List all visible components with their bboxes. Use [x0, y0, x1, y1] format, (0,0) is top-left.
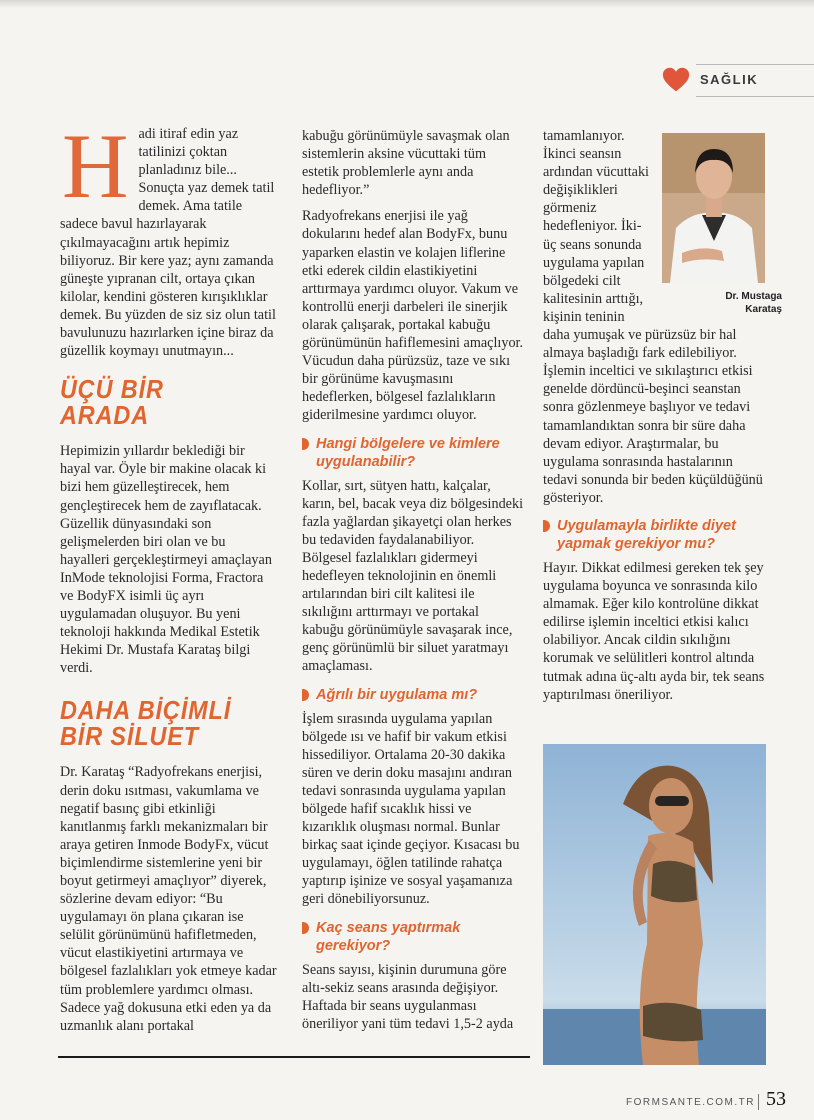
- question-text: Hangi bölgelere ve kimlere uygulanabilir?: [316, 435, 500, 470]
- bullet-marker-icon: [302, 922, 309, 934]
- bullet-marker-icon: [543, 520, 550, 532]
- question-text: Kaç seans yaptırmak gerekiyor?: [316, 919, 461, 954]
- bottom-rule: [58, 1056, 530, 1058]
- paragraph: Hepimizin yıllardır beklediği bir hayal var. Öyle bir makine olacak ki bizi hem güzelleştirecek, hem gençleştirecek hem de zayıflatacak. Güzellik dünyasındaki son gelişmelerden biri olan ve bu hayalleri gerçekleştirmeyi amaçlayan InMode teknolojisi Forma, Fractora ve BodyFX isimli üç ayrı uygulamadan oluşuyor. Bu yeni teknoloji hakkında Medikal Estetik Hekimi Dr. Mustafa Karataş bilgi verdi.: [60, 443, 272, 677]
- section-title-uc-bir-arada: ÜÇÜ BİR ARADA: [60, 374, 164, 431]
- paragraph: Seans sayısı, kişinin durumuna göre altı-sekiz seans arasında değişiyor. Haftada bir seans uygulanması öneriliyor yani tüm tedavi 1,5-2 ayda: [302, 961, 514, 1032]
- header-rule-top: [696, 64, 814, 65]
- bullet-marker-icon: [302, 438, 309, 450]
- paragraph: Hayır. Dikkat edilmesi gereken tek şey uygulama boyunca ve sonrasında kilo almamak. Eğer kilo kontrolüne dikkat edilirse işlemin inceltici etkisi kalıcı olabiliyor. Ancak cildin sıkılığını korumak ve selülitleri kontrol altında tutmak adına üç-altı ayda bir, tek seans yaptırılması öneriliyor.: [543, 559, 765, 703]
- header-rule-bottom: [696, 96, 814, 97]
- section-title-daha-bicimli: DAHA BİÇİMLİ BİR SİLUET: [60, 695, 232, 752]
- page-top-shadow: [0, 0, 814, 8]
- heart-icon: [662, 66, 690, 94]
- caption-line: Karataş: [745, 304, 782, 315]
- page-number: 53: [766, 1088, 786, 1110]
- question-heading: [302, 435, 524, 471]
- drop-cap: H: [62, 115, 129, 217]
- beach-photo: [543, 744, 766, 1065]
- question-heading: [302, 919, 524, 955]
- section-label: SAĞLIK: [700, 72, 759, 87]
- caption-line: Dr. Mustaga: [725, 291, 782, 302]
- question-text: Uygulamayla birlikte diyet yapmak gerekiyor mu?: [557, 517, 736, 552]
- wrap-spacer: [659, 131, 765, 309]
- website-url: FORMSANTE.COM.TR: [626, 1097, 755, 1108]
- column-3: [543, 127, 765, 712]
- column-2: [302, 127, 524, 1041]
- intro-text: adi itiraf edin yaz tatilinizi çoktan planladınız bile... Sonuçta yaz demek tatil demek. Ama tatile sadece bavul hazırlayarak çıkılmayacağını artık hepimiz biliyoruz. Bir kere yaz; aynı zamanda güneşte yıpranan cilt, ortaya çıkan kilolar, kendini gösteren kırışıklıklar demek. Bu yüzden de siz siz olun tatil bavulunuzu hazırlarken içine biraz da güzellik koymayı unutmayın...: [60, 126, 276, 360]
- section-header: [660, 62, 814, 98]
- page-footer: [626, 1088, 786, 1111]
- paragraph: [543, 127, 765, 507]
- paragraph: kabuğu görünümüyle savaşmak olan sistemlerin aksine vücuttaki tüm estetik problemlerle aynı anda hedefliyor.”: [302, 128, 510, 199]
- paragraph: İşlem sırasında uygulama yapılan bölgede ısı ve hafif bir vakum etkisi hissediliyor. Ortalama 20-30 dakika süren ve derin doku masajını andıran tedavi sonrasında uygulama yapılan bölgede hafif sıcaklık hissi ve kızarıklık oluşması normal. Bunlar birkaç saat içinde geçiyor. Kısacası bu uygulamayı, öğlen tatilinde rahatça yaptırıp işinize ve sosyal yaşamanıza geri dönebiliyorsunuz.: [302, 710, 520, 908]
- paragraph-text: tamamlanıyor. İkinci seansın ardından vücuttaki değişiklikleri görmeniz hedefleniyor. İki-üç seans sonunda uygulama yapılan bölgedeki cilt kalitesinin arttığı, kişinin teninin daha yumuşak ve pürüzsüz bir hal almaya başladığı fark edilebiliyor. İşlemin inceltici ve sıkılaştırıcı etkisi genelde dördüncü-beşinci seanstan sonra gözlenmeye başlıyor ve tedavi tamamlandıktan sonra bir süre daha devam ediyor. Araştırmalar, bu uygulama sonrasında hastalarının tedavi sonunda bir beden küçüldüğünü gösteriyor.: [543, 128, 763, 506]
- question-heading: [302, 686, 524, 704]
- paragraph: Dr. Karataş “Radyofrekans enerjisi, derin doku ısıtması, vakumlama ve negatif basınç gibi etkinliği kanıtlanmış farklı mekanizmaları bir araya getiren Inmode BodyFx, vücut biçimlendirme sistemlerine yeni bir boyut getirmeyi amaçlıyor” diyerek, sözlerine devam ediyor: “Bu uygulamayı ön plana çıkaran ise selülit görünümünü hafifletmeden, vücut elastikiyetini artırmaya ve bölgesel fazlalıkları yok etmeye kadar tüm problemlere yardımcı olması. Sadece yağ dokusuna etki eden ya da uzmanlık alanı portakal: [60, 764, 277, 1034]
- question-text: Ağrılı bir uygulama mı?: [316, 686, 478, 703]
- paragraph: Kollar, sırt, sütyen hattı, kalçalar, karın, bel, bacak veya diz bölgesindeki fazla yağlardan şikayetçi olan herkes bu tedaviden faydalanabiliyor. Bölgesel fazlalıkları gidermeyi hedefleyen teknolojinin en önemli artılarından biri cilt kalitesi ile sıkılığını arttırmayı ve portakal kabuğu görünümüyle savaşarak ince, genç görünümlü bir siluet yaratmayı amaçlaması.: [302, 477, 524, 675]
- intro-paragraph: [60, 115, 278, 360]
- question-heading: [543, 517, 765, 553]
- bullet-marker-icon: [302, 689, 309, 701]
- footer-separator: [758, 1094, 759, 1110]
- paragraph: Radyofrekans enerjisi ile yağ dokularını hedef alan BodyFx, bunu yaparken elastin ve kolajen liflerine etki ederek cildin elastikiyetini arttırmaya yardımcı oluyor. Vakum ve kontrollü enerji darbeleri ile sinerjik olarak çalışarak, portakal kabuğu görünümünün hafiflemesini amaçlıyor. Vücudun daha pürüzsüz, taze ve sıkı bir görünüme kavuşmasını hedeflerken, bölgesel fazlalıkların giderilmesine yardımcı oluyor.: [302, 208, 524, 424]
- column-1: [60, 115, 278, 1043]
